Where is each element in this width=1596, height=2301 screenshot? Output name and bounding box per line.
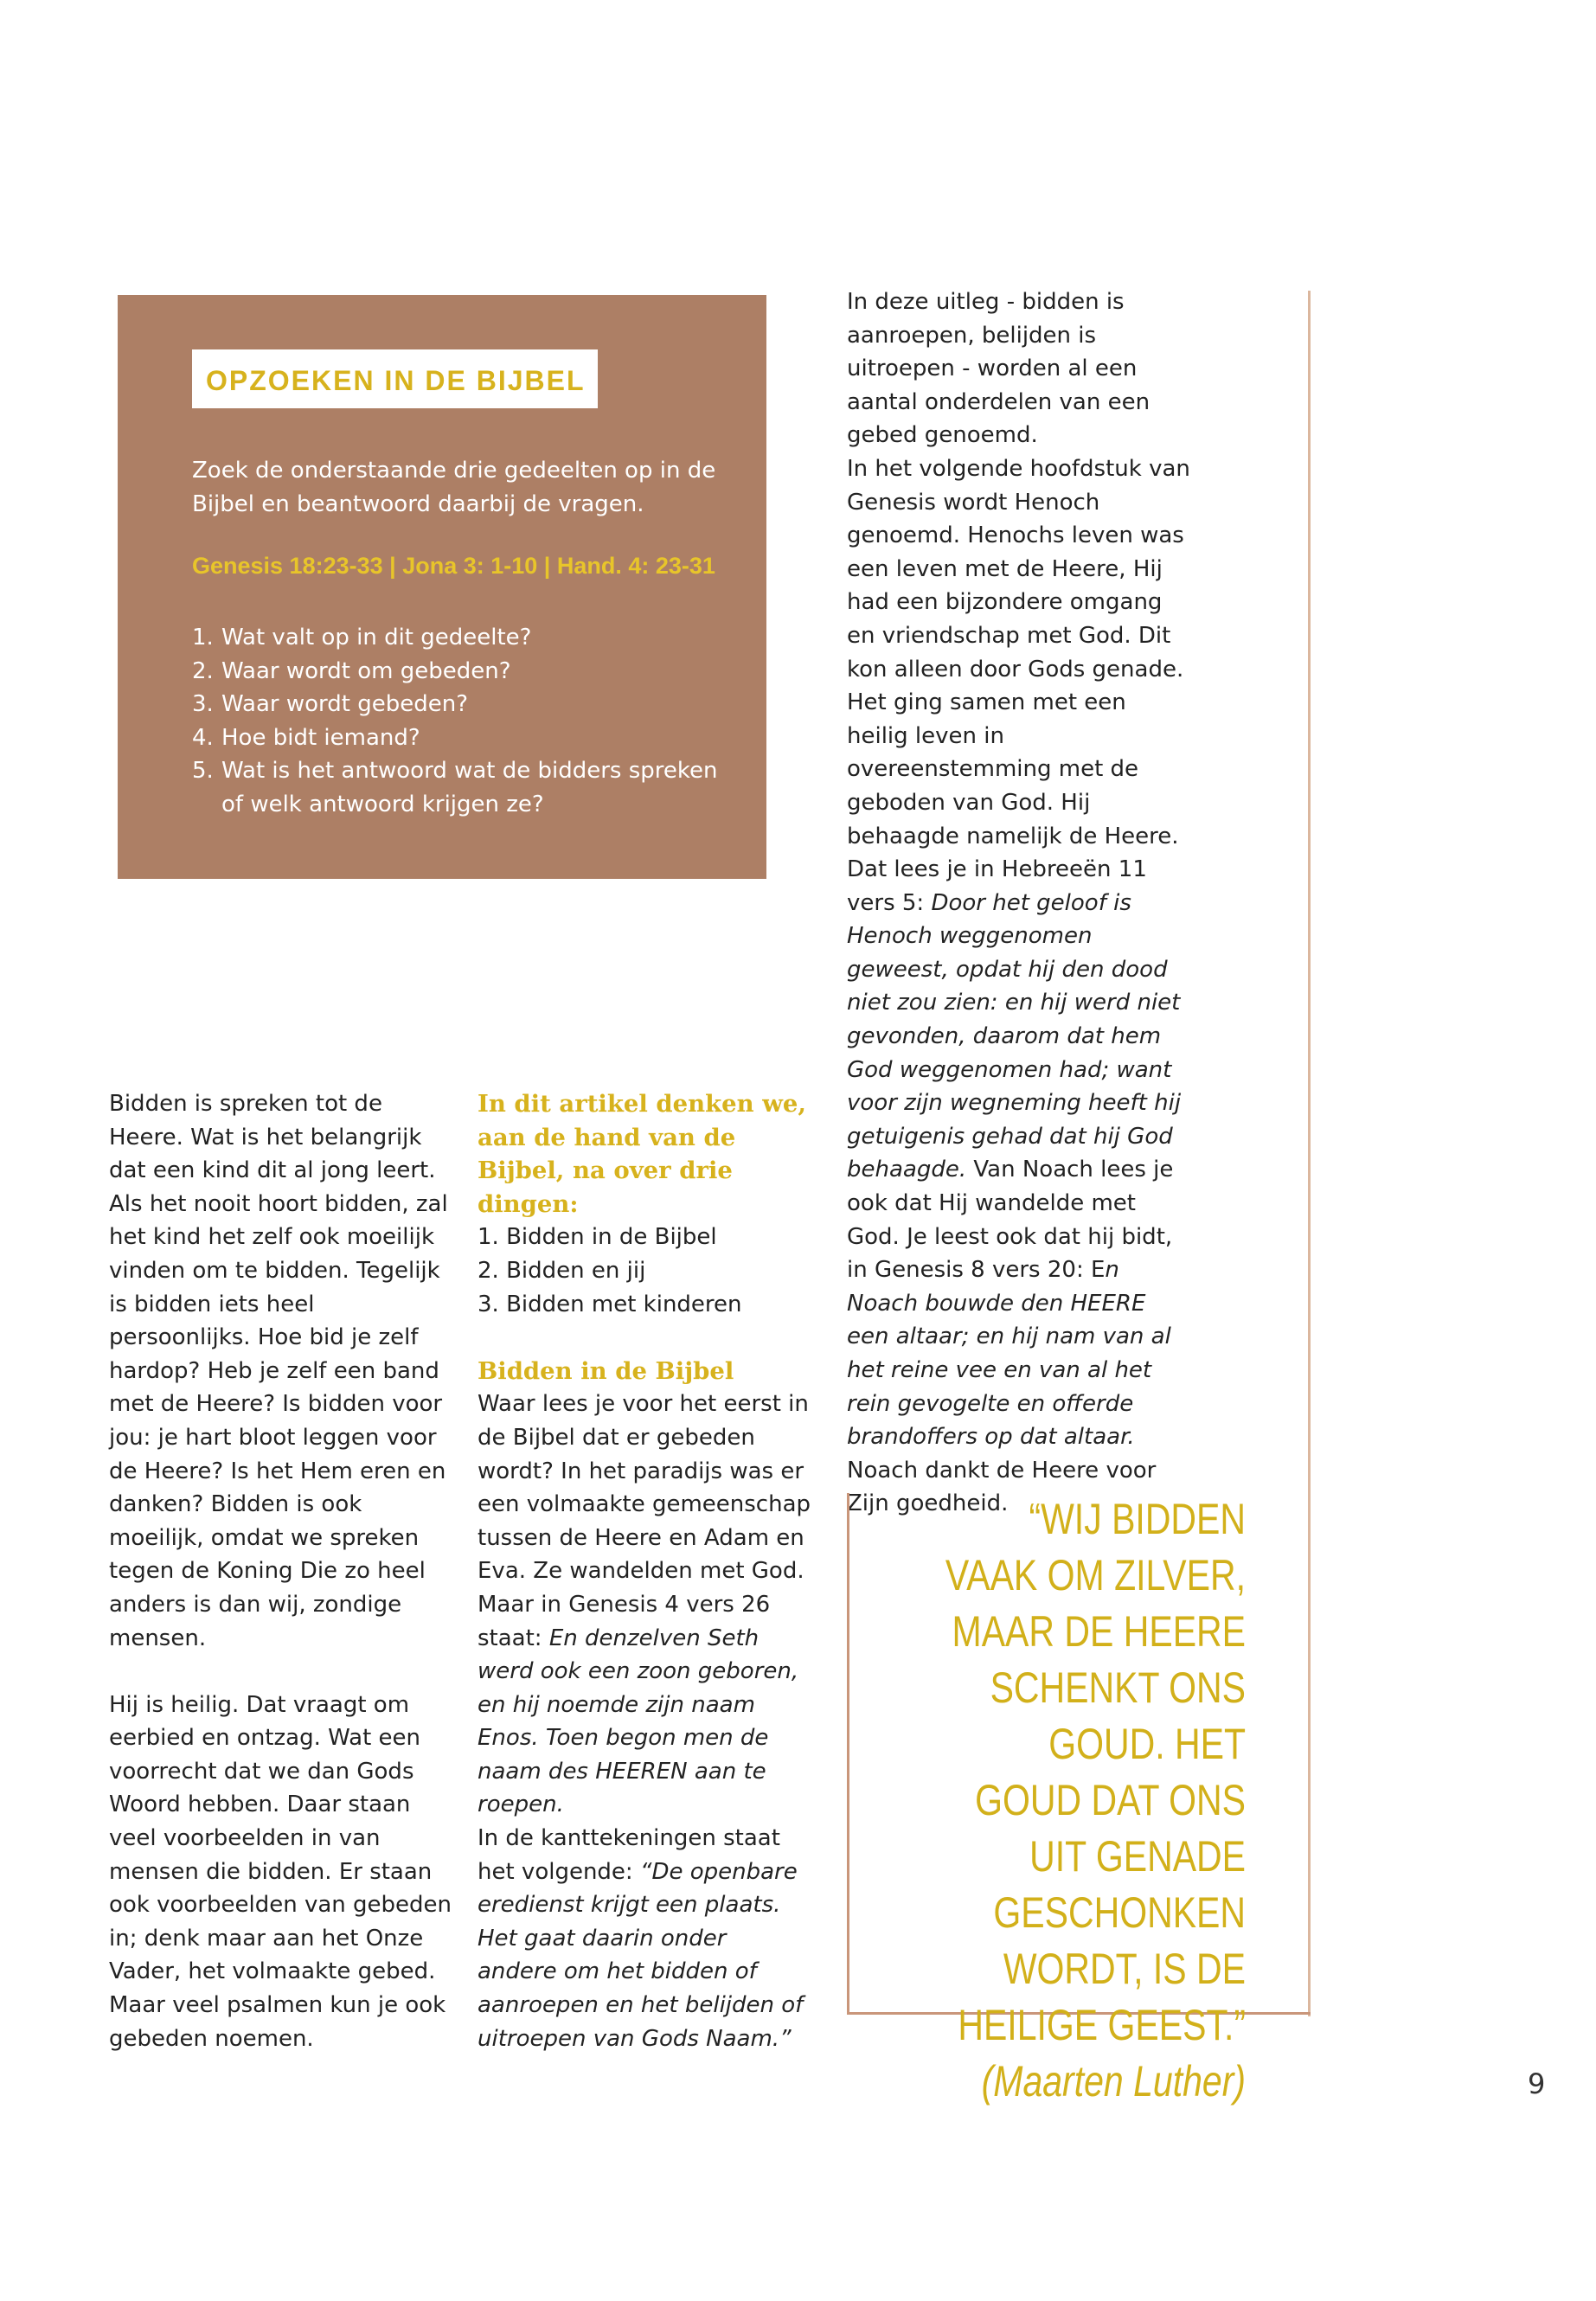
- box-intro: Zoek de onderstaande drie gedeelten op in de Bijbel en beantwoord daarbij de vragen.: [192, 458, 716, 517]
- column-middle: [478, 1087, 811, 2055]
- question-item: 1. Wat valt op in dit gedeelte?: [192, 625, 532, 651]
- question-list: [192, 621, 746, 821]
- question-item: 3. Waar wordt gebeden?: [192, 691, 469, 717]
- column-right: [847, 285, 1193, 1521]
- info-box: [118, 295, 766, 879]
- list-item: 1. Bidden in de Bijbel: [478, 1224, 717, 1251]
- question-item: 4. Hoe bidt iemand?: [192, 724, 420, 751]
- quote-author: (Maarten Luther): [981, 2057, 1246, 2106]
- paragraph: Waar lees je voor het eerst in de Bijbel dat er gebeden wordt? In het paradijs was er een volmaakte gemeenschap tussen de Heere en Adam en Eva. Ze wandelden met God. Maar in Genesis 4 vers 26 staat: En denzelven Seth werd ook een zoon geboren, en hij noemde zijn naam Enos. Toen begon men de naam des HEEREN aan te roepen.: [478, 1391, 811, 1818]
- page-number: 9: [1528, 2067, 1546, 2100]
- pull-quote: [933, 1491, 1246, 2110]
- paragraph: In het volgende hoofdstuk van Genesis wordt Henoch genoemd. Henochs leven was een leven met de Heere, Hij had een bijzondere omgang en vriendschap met God. Dit kon alleen door Gods genade. Het ging samen met een heilig leven in overeenstemming met de geboden van God. Hij behaagde namelijk de Heere. Dat lees je in Hebreeën 11 vers 5: Door het geloof is Henoch weggenomen geweest, opdat hij den dood niet zou zien: en hij werd niet gevonden, daarom dat hem God weggenomen had; want voor zijn wegneming heeft hij getuigenis gehad dat hij God behaagde. Van Noach lees je ook dat Hij wandelde met God. Je leest ook dat hij bidt, in Genesis 8 vers 20: En Noach bouwde den HEERE een altaar; en hij nam van al het reine vee en van al het rein gevogelte en offerde brandoffers op dat altaar. Noach dankt de Heere voor Zijn goedheid.: [847, 455, 1190, 1517]
- section-heading: Bidden in de Bijbel: [478, 1356, 734, 1385]
- list-item: 3. Bidden met kinderen: [478, 1291, 742, 1317]
- paragraph: In deze uitleg - bidden is aanroepen, belijden is uitroepen - worden al een aantal onderdelen van een gebed genoemd.: [847, 289, 1151, 449]
- list-item: 2. Bidden en jij: [478, 1257, 646, 1284]
- box-reference: Genesis 18:23-33 | Jona 3: 1-10 | Hand. 4: 23-31: [192, 553, 715, 579]
- box-title: OPZOEKEN IN DE BIJBEL: [192, 349, 598, 408]
- paragraph: Bidden is spreken tot de Heere. Wat is het belangrijk dat een kind dit al jong leert. Als het nooit hoort bidden, zal het kind het zelf ook moeilijk vinden om te bidden. Tegelijk is bidden iets heel persoonlijks. Hoe bid je zelf hardop? Heb je zelf een band met de Heere? Is bidden voor jou: je hart bloot leggen voor de Heere? Is het Hem eren en danken? Bidden is ook moeilijk, omdat we spreken tegen de Koning Die zo heel anders is dan wij, zondige mensen.: [109, 1091, 448, 1651]
- column-left: [109, 1087, 455, 2055]
- quote-text: “WIJ BIDDEN VAAK OM ZILVER, MAAR DE HEERE SCHENKT ONS GOUD. HET GOUD DAT ONS UIT GENADE GESCHONKEN WORDT, IS DE HEILIGE GEEST.”: [945, 1495, 1246, 2049]
- intro-heading: In dit artikel denken we, aan de hand van de Bijbel, na over drie dingen:: [478, 1090, 806, 1218]
- question-item: 5. Wat is het antwoord wat de bidders spreken of welk antwoord krijgen ze?: [192, 758, 718, 817]
- paragraph: Hij is heilig. Dat vraagt om eerbied en ontzag. Wat een voorrecht dat we dan Gods Woord hebben. Daar staan veel voorbeelden in van mensen die bidden. Er staan ook voorbeelden van gebeden in; denk maar aan het Onze Vader, het volmaakte gebed. Maar veel psalmen kun je ook gebeden noemen.: [109, 1691, 452, 2052]
- paragraph: In de kanttekeningen staat het volgende: “De openbare eredienst krijgt een plaats. Het gaat daarin onder andere om het bidden of aanroepen en het belijden of uitroepen van Gods Naam.”: [478, 1825, 804, 2052]
- question-item: 2. Waar wordt om gebeden?: [192, 657, 511, 684]
